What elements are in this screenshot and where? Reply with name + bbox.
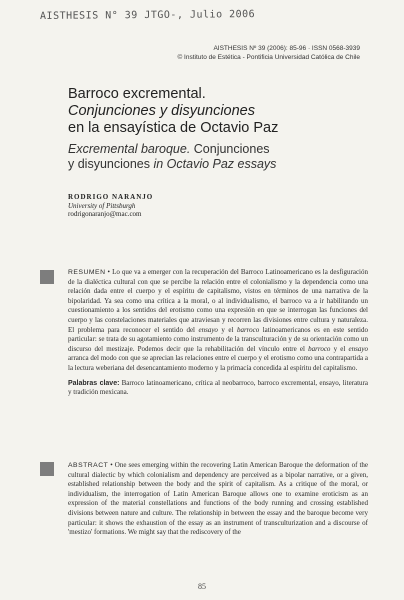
english-title-italic: Excremental baroque. (68, 142, 191, 156)
spanish-title-line-2: Conjunciones y disyunciones (68, 103, 255, 119)
abstract-marker-square (40, 462, 54, 476)
author-name: RODRIGO NARANJO (68, 193, 154, 201)
author-affiliation: University of Pittsburgh (68, 201, 136, 210)
resumen-text: y el (217, 325, 237, 334)
english-title-roman: Conjunciones (190, 142, 270, 156)
article-title-block (68, 86, 368, 171)
keywords-paragraph (68, 379, 368, 398)
resumen-section (68, 268, 368, 398)
resumen-text: arranca del modo con que se aprecian las relaciones entre el cuerpo y el erotismo como una contrapartida a la lectura weberiana del desencantamiento moderno y la primacía concedida al espíritu del capitalismo. (68, 354, 368, 372)
journal-header (177, 44, 360, 62)
page-number: 85 (198, 582, 206, 591)
english-title-line-1 (68, 142, 368, 157)
abstract-label: ABSTRACT (68, 462, 109, 469)
english-title-line-2 (68, 157, 368, 172)
resumen-text: y el (330, 344, 349, 353)
abstract-paragraph (68, 461, 368, 538)
english-title-italic-2: in Octavio Paz essays (153, 156, 277, 171)
abstract-text: • One sees emerging within the recovering Latin American Baroque the deformation of the cultural dialectic by which colonialism and dependency are perceived as a bipolar narrative, or a given, established relationship between the body and the spirit of capitalism. As a critique of the moral, or individualism, the interrogation of Latin American Baroque allows one to examine eroticism as an expression of the material constellations and functions of the body running and crossing established divisions between nature and culture. The relationship in between the essay and the baroque become very particular: it shows the exhaustion of the essay as an instrument of transculturization and a discourse of 'mestizo' formations. We might say that the rediscovery of the (68, 461, 368, 537)
institution-line: © Instituto de Estética - Pontificia Universidad Católica de Chile (177, 54, 360, 61)
abstract-section (68, 461, 368, 538)
spanish-title-line-1: Barroco excremental. (68, 86, 206, 102)
handwritten-note: AISTHESIS N° 39 JTGO-, Julio 2006 (39, 9, 256, 22)
resumen-marker-square (40, 270, 54, 284)
author-block (68, 193, 153, 219)
author-email: rodrigonaranjo@mac.com (68, 210, 142, 218)
resumen-italic: barroco (236, 325, 260, 334)
keywords-text: Barroco latinoamericano, crítica al neobarroco, barroco excremental, ensayo, literatura y tradición mexicana. (68, 378, 368, 397)
english-title-roman-2: y disyunciones (68, 156, 154, 171)
resumen-italic: ensayo (198, 325, 218, 334)
resumen-italic: barroco (308, 344, 331, 353)
citation-line: AISTHESIS Nº 39 (2006): 85-96 · ISSN 0568-3939 (213, 45, 360, 52)
resumen-text: • Lo que va a emerger con la recuperación del Barroco Latinoamericano es la desfiguración de la dialéctica cultural con que se percibe la relación entre el colonialismo y la dependencia como una relación dada entre el cuerpo y el espíritu de capitalismo, vistos en términos de una narrativa de la bipolaridad. Ya sea como una crítica a la moral, o al individualismo, el barroco va a ir habilitando un cuestionamiento a los sentidos del erotismo como una expresión en que se interrogan las funciones del cuerpo y las constelaciones materiales que atraviesan y recorren las divisiones entre cultura y naturaleza. El problema para reconocer el sentido del (68, 268, 368, 334)
spanish-title-line-3: en la ensayística de Octavio Paz (68, 120, 279, 136)
resumen-paragraph (68, 268, 368, 374)
resumen-italic: ensayo (348, 344, 368, 353)
resumen-label: RESUMEN (68, 269, 106, 276)
resumen-text: latinoamericanos es en este sentido particular: se trata de su agotamiento como instrumento de la transculturación y de su orientación como un discurso del mestizaje. Podemos decir que la rehabilitación del vínculo entre el (68, 325, 368, 353)
keywords-label: Palabras clave: (68, 379, 120, 387)
